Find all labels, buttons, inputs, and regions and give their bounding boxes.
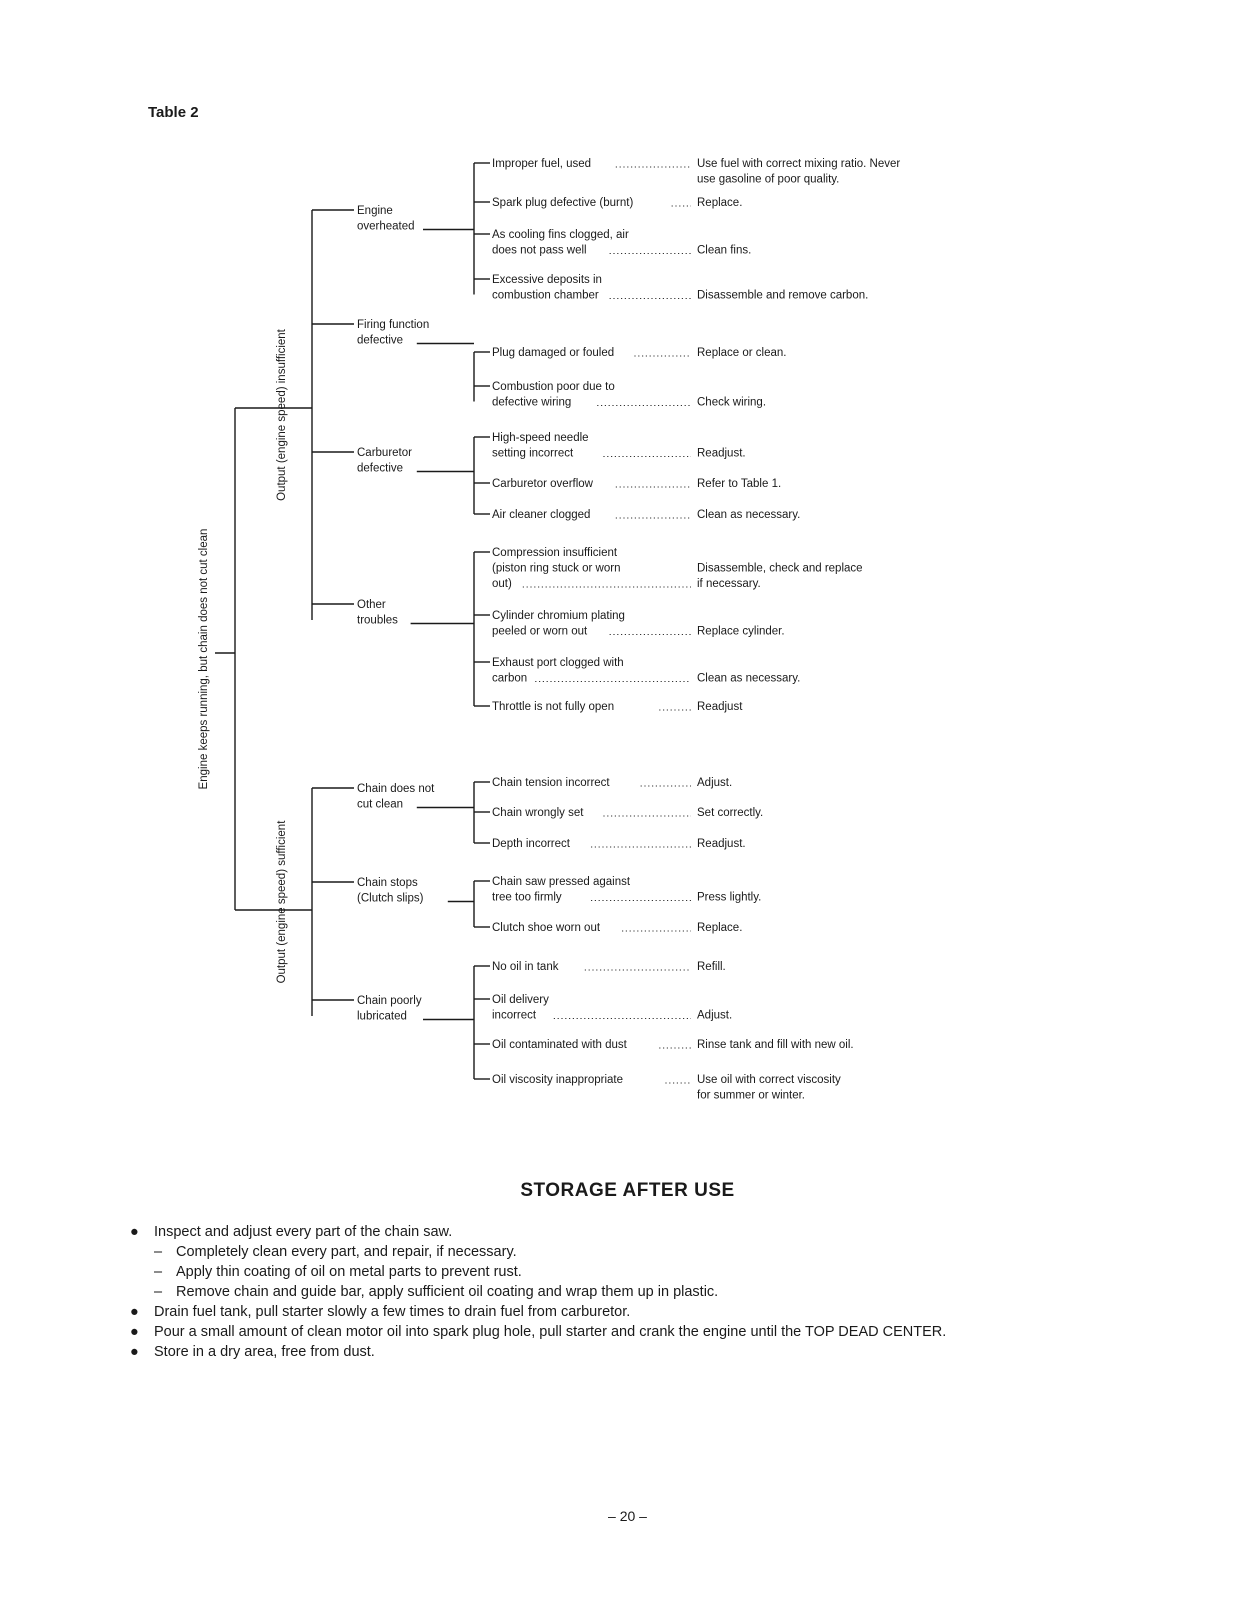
storage-sub-text: Remove chain and guide bar, apply sufficient oil coating and wrap them up in plastic. [176,1284,719,1300]
cause-label: (Clutch slips) [357,892,424,905]
storage-sub-item [130,1282,1120,1302]
cause-label: Chain poorly [357,995,422,1007]
remedy-text: Set correctly. [697,807,764,819]
storage-item [130,1322,1120,1342]
cause-label: Firing function [357,319,430,331]
cause-item: Cylinder chromium plating [492,610,625,622]
cause-item: No oil in tank [492,961,559,973]
bullet-icon: ● [130,1304,139,1320]
remedy-text: Readjust [697,701,743,713]
cause-item: Clutch shoe worn out [492,922,601,934]
cause-label: Other [357,599,386,611]
cause-label: defective [357,462,404,475]
cause-item: Exhaust port clogged with [492,657,624,669]
storage-list [130,1222,1120,1362]
storage-item-text: Store in a dry area, free from dust. [154,1344,375,1360]
remedy-text: Replace cylinder. [697,625,785,638]
remedy-text: Use oil with correct viscosity [697,1074,841,1086]
cause-item: Spark plug defective (burnt) [492,197,634,209]
storage-sub-text: Completely clean every part, and repair, if necessary. [176,1244,517,1260]
dash-icon: – [154,1264,163,1280]
remedy-text: Readjust. [697,838,746,850]
cause-label: defective [357,334,404,347]
remedy-text: Refill. [697,961,726,973]
cause-label: Carburetor [357,447,412,459]
cause-item: Chain saw pressed against [492,876,631,888]
group-label: Output (engine speed) sufficient [276,820,288,984]
remedy-text: if necessary. [697,578,761,590]
root-label: Engine keeps running, but chain does not cut clean [198,528,210,790]
cause-item: incorrect [492,1009,537,1022]
remedy-text: use gasoline of poor quality. [697,173,840,186]
cause-item: Improper fuel, used [492,158,592,170]
cause-item: out) [492,578,512,590]
remedy-text: Replace or clean. [697,347,787,359]
bullet-icon: ● [130,1324,139,1340]
remedy-text: Refer to Table 1. [697,478,782,490]
cause-item: Combustion poor due to [492,381,615,393]
storage-sub-item [130,1242,1120,1262]
group-label: Output (engine speed) insufficient [276,329,288,501]
storage-item [130,1222,1120,1242]
cause-label: overheated [357,220,415,233]
remedy-text: Clean as necessary. [697,672,801,685]
cause-item: carbon [492,672,528,685]
remedy-text: Rinse tank and fill with new oil. [697,1039,854,1051]
remedy-text: Replace. [697,197,743,209]
cause-item: does not pass well [492,244,587,257]
remedy-text: Readjust. [697,447,746,460]
cause-item: (piston ring stuck or worn [492,562,621,575]
cause-item: defective wiring [492,396,572,409]
remedy-text: Disassemble and remove carbon. [697,289,869,302]
cause-item: Chain tension incorrect [492,777,610,789]
dash-icon: – [154,1284,163,1300]
cause-item: setting incorrect [492,447,574,460]
remedy-text: Adjust. [697,1009,733,1022]
cause-item: Excessive deposits in [492,274,602,286]
cause-item: Depth incorrect [492,838,570,850]
cause-label: Chain does not [357,783,435,795]
cause-label: troubles [357,614,398,627]
storage-item [130,1342,1120,1362]
remedy-text: for summer or winter. [697,1089,805,1102]
storage-item-text: Drain fuel tank, pull starter slowly a few times to drain fuel from carburetor. [154,1304,631,1320]
bullet-icon: ● [130,1344,139,1360]
remedy-text: Disassemble, check and replace [697,562,863,575]
storage-item-text: Pour a small amount of clean motor oil into spark plug hole, pull starter and crank the engine until the TOP DEAD CENTER. [154,1324,947,1340]
page-number: – 20 – [608,1508,647,1524]
storage-sub-item [130,1262,1120,1282]
cause-item: Air cleaner clogged [492,509,591,521]
storage-item [130,1302,1120,1322]
cause-item: combustion chamber [492,289,599,302]
cause-item: As cooling fins clogged, air [492,229,629,241]
cause-item: Chain wrongly set [492,807,584,819]
remedy-text: Replace. [697,922,743,934]
storage-title: STORAGE AFTER USE [520,1180,735,1201]
cause-item: Throttle is not fully open [492,701,615,713]
cause-item: Plug damaged or fouled [492,347,615,359]
cause-item: High-speed needle [492,432,589,444]
storage-item-text: Inspect and adjust every part of the chain saw. [154,1224,453,1240]
cause-item: Oil viscosity inappropriate [492,1074,624,1086]
cause-item: Oil contaminated with dust [492,1039,627,1051]
table-label: Table 2 [148,104,199,121]
remedy-text: Use fuel with correct mixing ratio. Never [697,158,901,170]
cause-item: tree too firmly [492,891,562,904]
cause-label: Chain stops [357,877,418,889]
cause-item: Oil delivery [492,994,549,1006]
cause-item: Carburetor overflow [492,478,593,490]
remedy-text: Check wiring. [697,396,767,409]
cause-label: Engine [357,205,393,217]
remedy-text: Adjust. [697,777,733,789]
remedy-text: Clean as necessary. [697,509,801,521]
cause-label: lubricated [357,1010,407,1023]
storage-sub-text: Apply thin coating of oil on metal parts to prevent rust. [176,1264,522,1280]
cause-item: Compression insufficient [492,547,618,559]
bullet-icon: ● [130,1224,139,1240]
remedy-text: Clean fins. [697,244,752,257]
cause-item: peeled or worn out [492,625,588,638]
cause-label: cut clean [357,798,404,811]
dash-icon: – [154,1244,163,1260]
remedy-text: Press lightly. [697,891,762,904]
